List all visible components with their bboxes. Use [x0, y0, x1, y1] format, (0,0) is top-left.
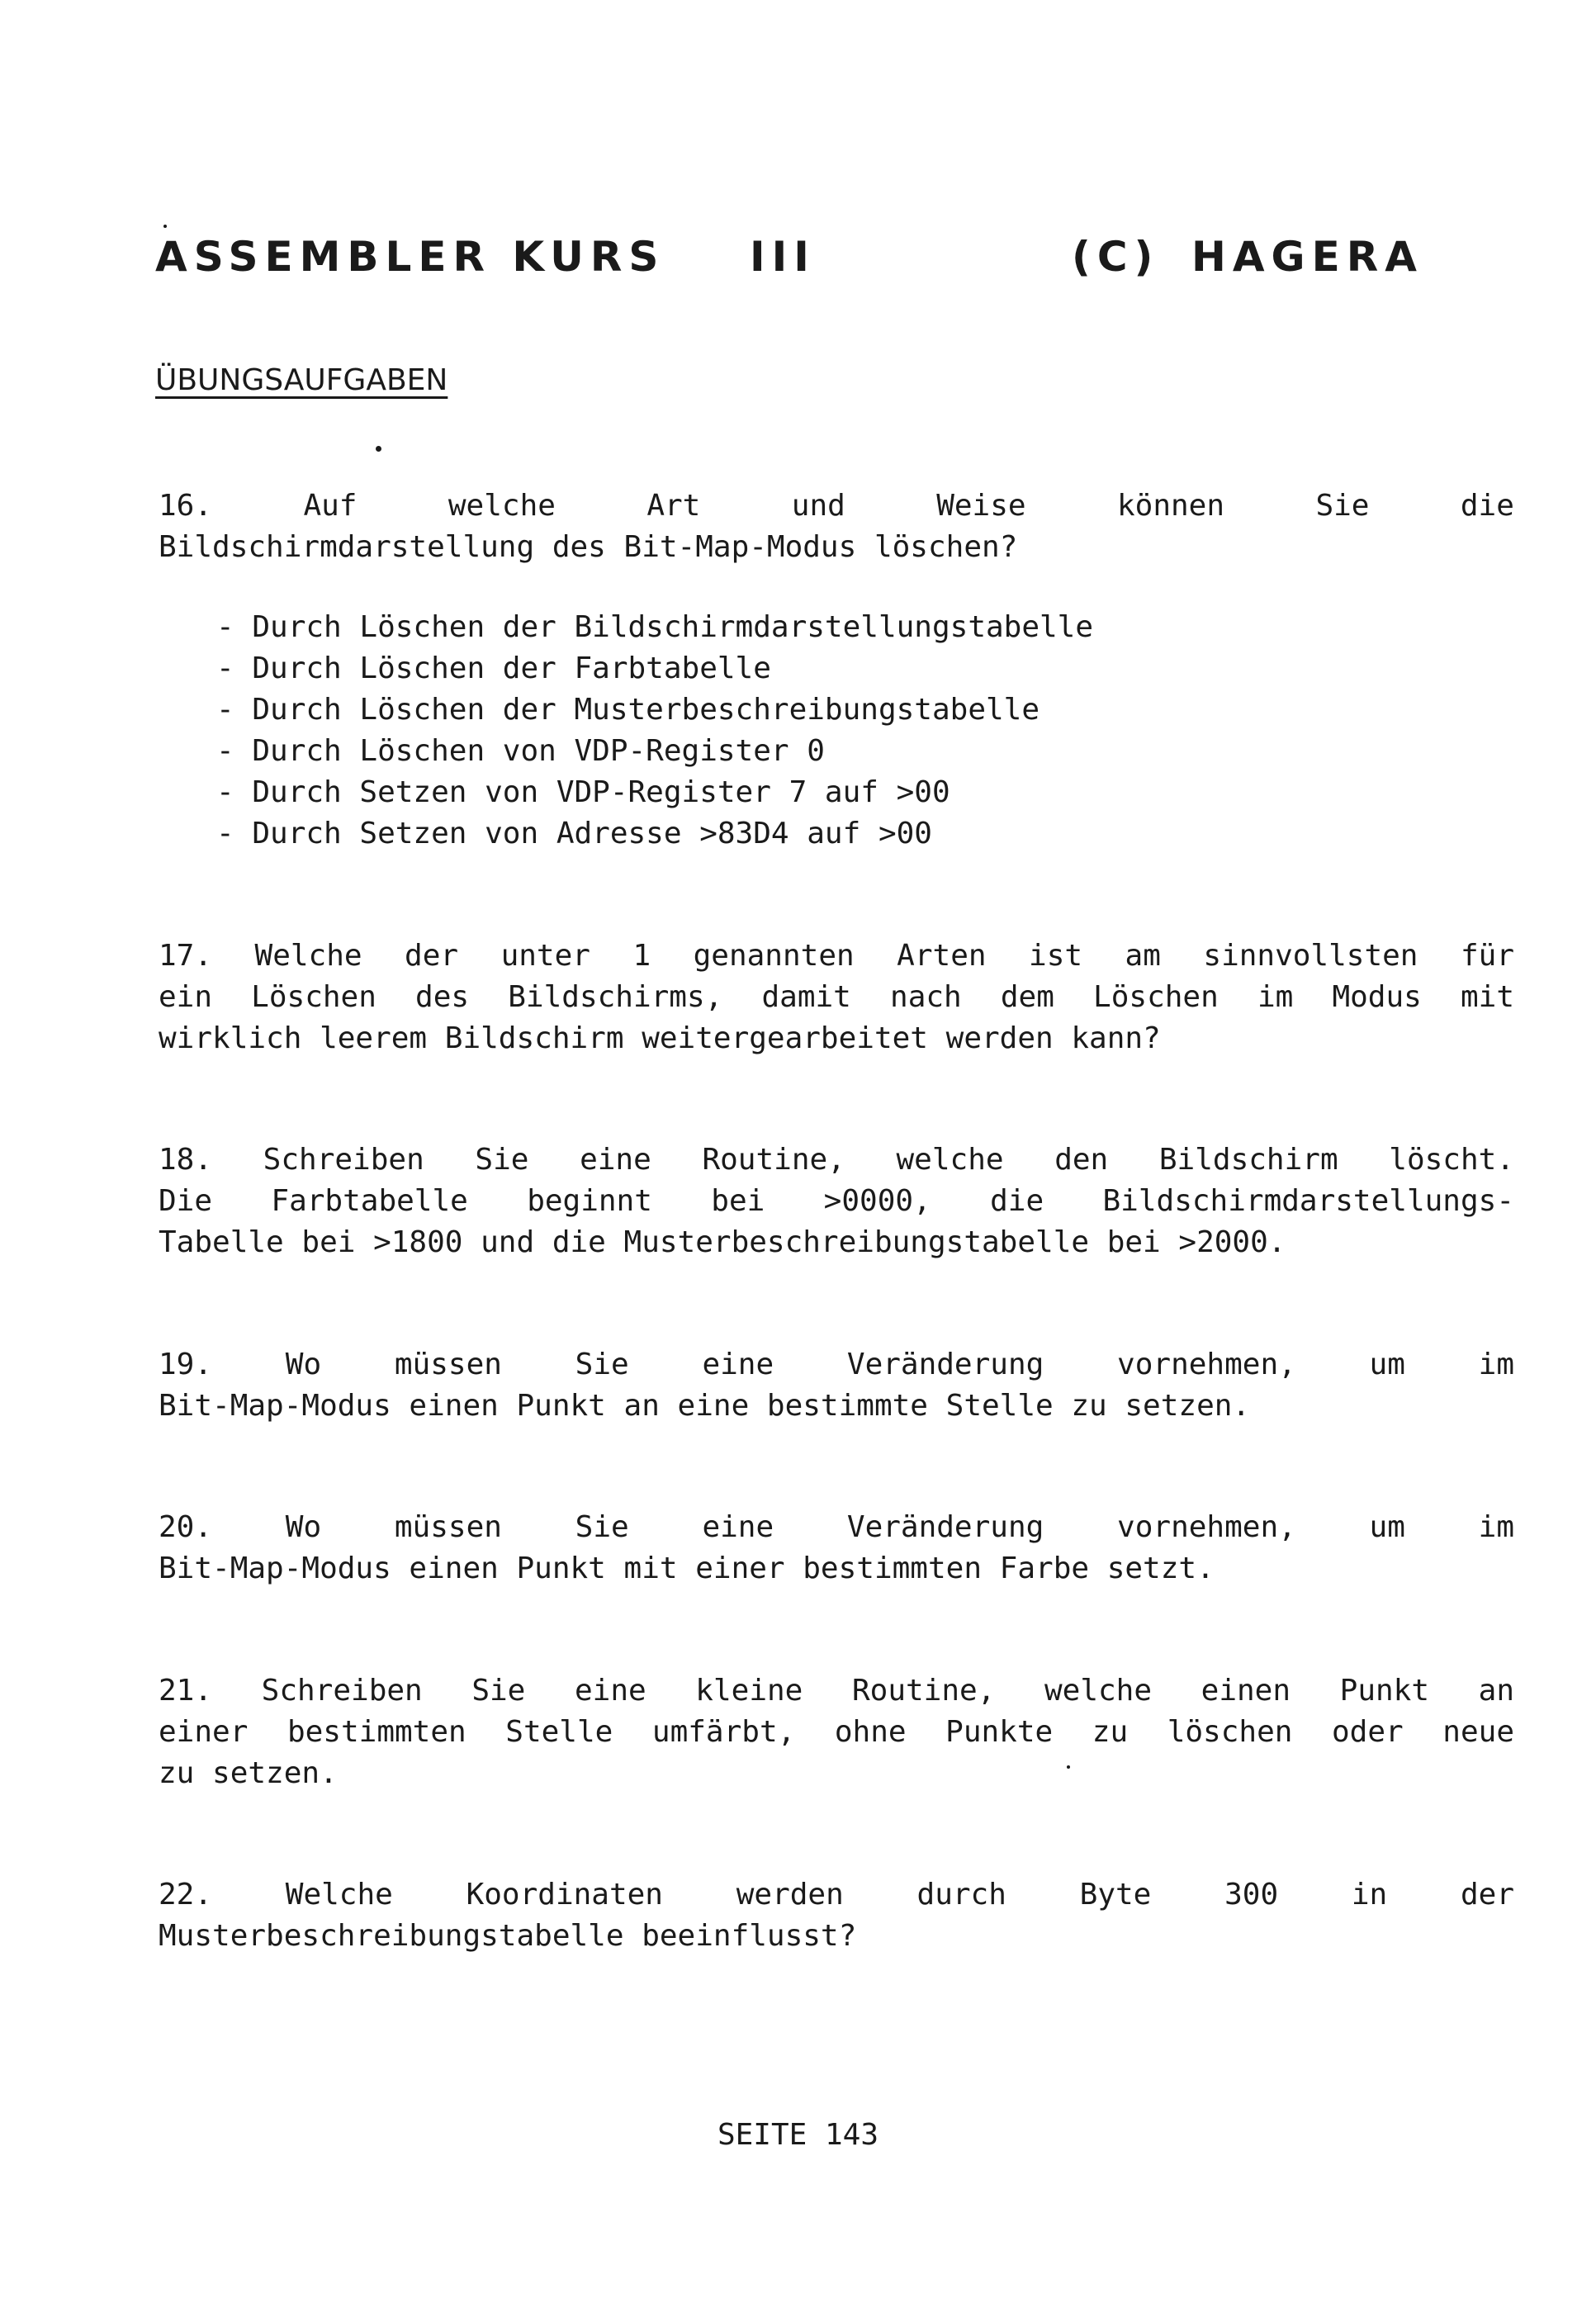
- q16-word: welche: [448, 489, 556, 523]
- q20-line-1: 20. Wo müssen Sie eine Veränderung vornehmen, um im: [159, 1510, 1514, 1544]
- q18-line-2: Die Farbtabelle beginnt bei >0000, die Bildschirmdarstellungs-: [159, 1184, 1514, 1218]
- scan-speck: [376, 446, 381, 452]
- q16-word: 16.: [159, 489, 213, 523]
- q16-answer-1: - Durch Löschen der Bildschirmdarstellungstabelle: [216, 607, 1093, 648]
- q16-word: Art: [646, 489, 701, 523]
- q16-word: Weise: [936, 489, 1026, 523]
- q17-line-2: ein Löschen des Bildschirms, damit nach dem Löschen im Modus mit: [159, 980, 1514, 1014]
- q16-answer-6: - Durch Setzen von Adresse >83D4 auf >00: [216, 813, 1093, 855]
- scan-speck: [1067, 1765, 1070, 1769]
- q16-line-1: [159, 486, 1514, 527]
- q16-answer-4: - Durch Löschen von VDP-Register 0: [216, 731, 1093, 772]
- q21-line-3: zu setzen.: [159, 1756, 338, 1790]
- q21-line-1: 21. Schreiben Sie eine kleine Routine, welche einen Punkt an: [159, 1674, 1514, 1708]
- q16-word: Sie: [1315, 489, 1370, 523]
- q18-line-1: 18. Schreiben Sie eine Routine, welche den Bildschirm löscht.: [159, 1143, 1514, 1177]
- q16-word: und: [791, 489, 845, 523]
- q16-word: können: [1116, 489, 1225, 523]
- q17-line-3: wirklich leerem Bildschirm weitergearbeitet werden kann?: [159, 1021, 1161, 1055]
- q16-word: Auf: [303, 489, 358, 523]
- scan-speck-top: [163, 225, 167, 228]
- header-author: HAGERA: [1191, 233, 1423, 281]
- page-header: [155, 233, 1443, 291]
- q16-answer-5: - Durch Setzen von VDP-Register 7 auf >00: [216, 772, 1093, 813]
- header-title: ASSEMBLER KURS: [155, 233, 665, 281]
- q16-answer-2: - Durch Löschen der Farbtabelle: [216, 648, 1093, 689]
- q19-line-1: 19. Wo müssen Sie eine Veränderung vornehmen, um im: [159, 1348, 1514, 1381]
- q17-line-1: 17. Welche der unter 1 genannten Arten ist am sinnvollsten für: [159, 939, 1514, 973]
- q16-word: die: [1460, 489, 1514, 523]
- q20-line-2: Bit-Map-Modus einen Punkt mit einer bestimmten Farbe setzt.: [159, 1552, 1215, 1585]
- q19-line-2: Bit-Map-Modus einen Punkt an eine bestimmte Stelle zu setzen.: [159, 1389, 1251, 1423]
- q16-answer-3: - Durch Löschen der Musterbeschreibungstabelle: [216, 689, 1093, 731]
- q16-line-2: Bildschirmdarstellung des Bit-Map-Modus löschen?: [159, 530, 1018, 564]
- q22-line-2: Musterbeschreibungstabelle beeinflusst?: [159, 1919, 857, 1953]
- q18-line-3: Tabelle bei >1800 und die Musterbeschreibungstabelle bei >2000.: [159, 1225, 1286, 1259]
- header-part: III: [750, 233, 816, 281]
- q21-line-2: einer bestimmten Stelle umfärbt, ohne Punkte zu löschen oder neue: [159, 1715, 1514, 1749]
- q16-answer-list: [216, 607, 1093, 855]
- section-title: ÜBUNGSAUFGABEN: [155, 363, 448, 397]
- q22-line-1: 22. Welche Koordinaten werden durch Byte 300 in der: [159, 1878, 1514, 1912]
- page-number: SEITE 143: [717, 2118, 879, 2152]
- header-copyright: (C): [1072, 233, 1160, 281]
